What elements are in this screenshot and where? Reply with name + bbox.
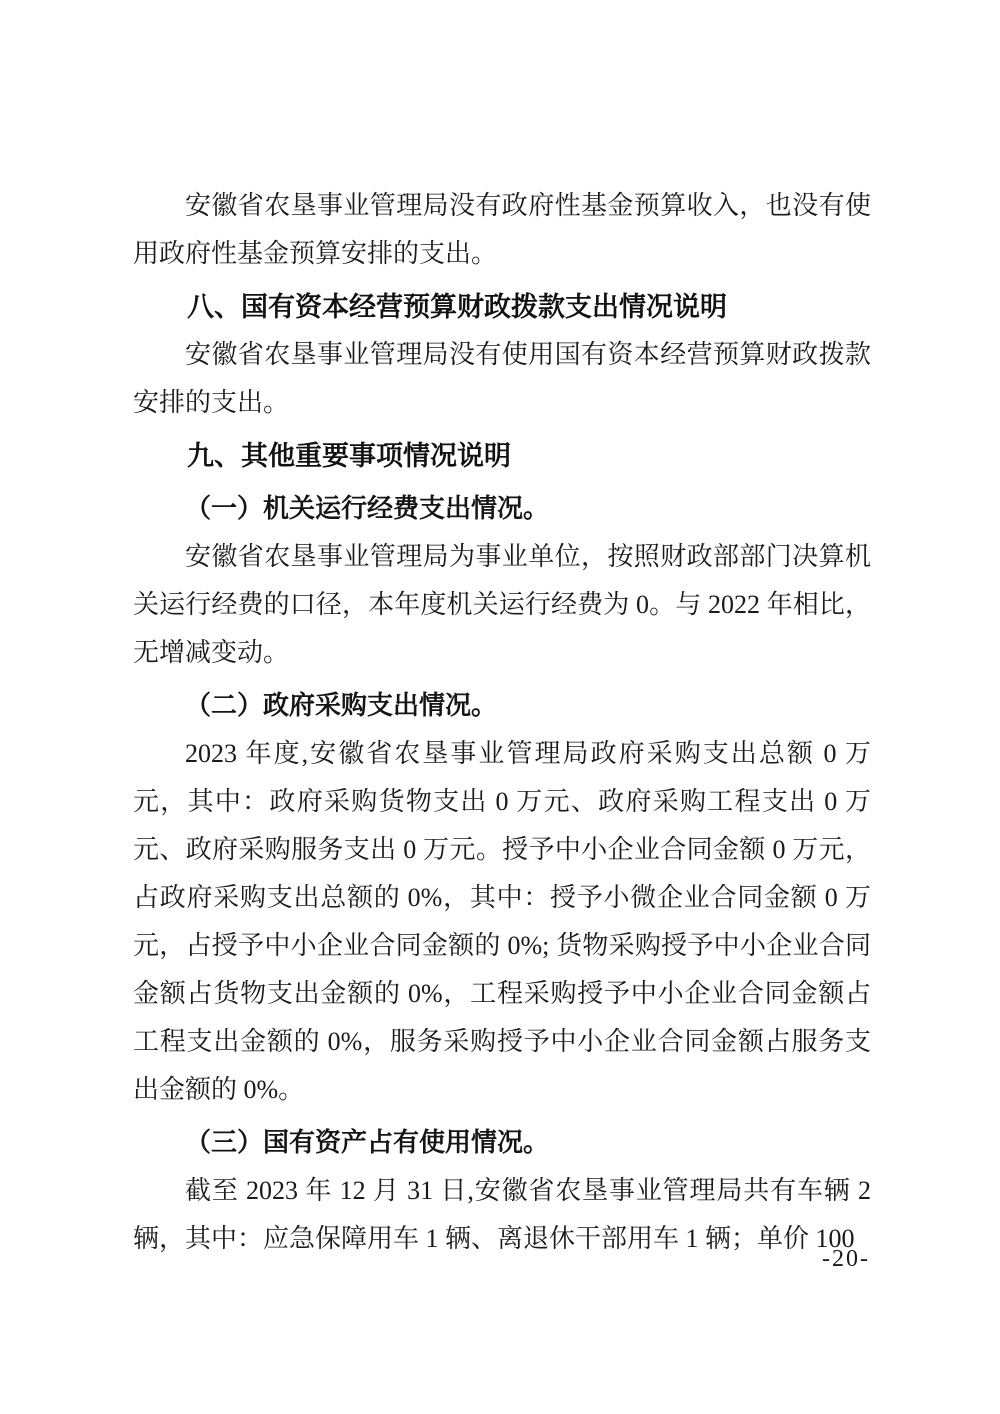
para-state-capital-budget: 安徽省农垦事业管理局没有使用国有资本经营预算财政拨款安排的支出。 <box>133 340 871 417</box>
heading-section-8: 八、国有资本经营预算财政拨款支出情况说明 <box>187 292 727 322</box>
document-body <box>133 182 871 1263</box>
para-state-assets-vehicles: 截至 2023 年 12 月 31 日,安徽省农垦事业管理局共有车辆 2 辆，其中：应急保障用车 1 辆、离退休干部用车 1 辆；单价 100 <box>133 1176 871 1253</box>
subheading-9-1-agency-operating-expense: （一）机关运行经费支出情况。 <box>185 494 550 523</box>
para-agency-operating-expense: 安徽省农垦事业管理局为事业单位，按照财政部部门决算机关运行经费的口径，本年度机关运行经费为 0。与 2022 年相比，无增减变动。 <box>133 542 871 667</box>
page-number: -20- <box>822 1246 870 1272</box>
subheading-9-3-state-assets: （三）国有资产占有使用情况。 <box>185 1128 550 1157</box>
para-government-fund-budget: 安徽省农垦事业管理局没有政府性基金预算收入，也没有使用政府性基金预算安排的支出。 <box>133 191 871 268</box>
subheading-9-2-government-procurement: （二）政府采购支出情况。 <box>185 691 498 720</box>
heading-section-9: 九、其他重要事项情况说明 <box>187 441 511 471</box>
para-government-procurement: 2023 年度,安徽省农垦事业管理局政府采购支出总额 0 万元，其中：政府采购货物支出 0 万元、政府采购工程支出 0 万元、政府采购服务支出 0 万元。授予中小企业合同金额 0 万元，占政府采购支出总额的 0%，其中：授予小微企业合同金额 0 万元，占授予中小企业合同金额的 0%; 货物采购授予中小企业合同金额占货物支出金额的 0%，工程采购授予中小企业合同金额占工程支出金额的 0%，服务采购授予中小企业合同金额占服务支出金额的 0%。 <box>133 739 871 1104</box>
